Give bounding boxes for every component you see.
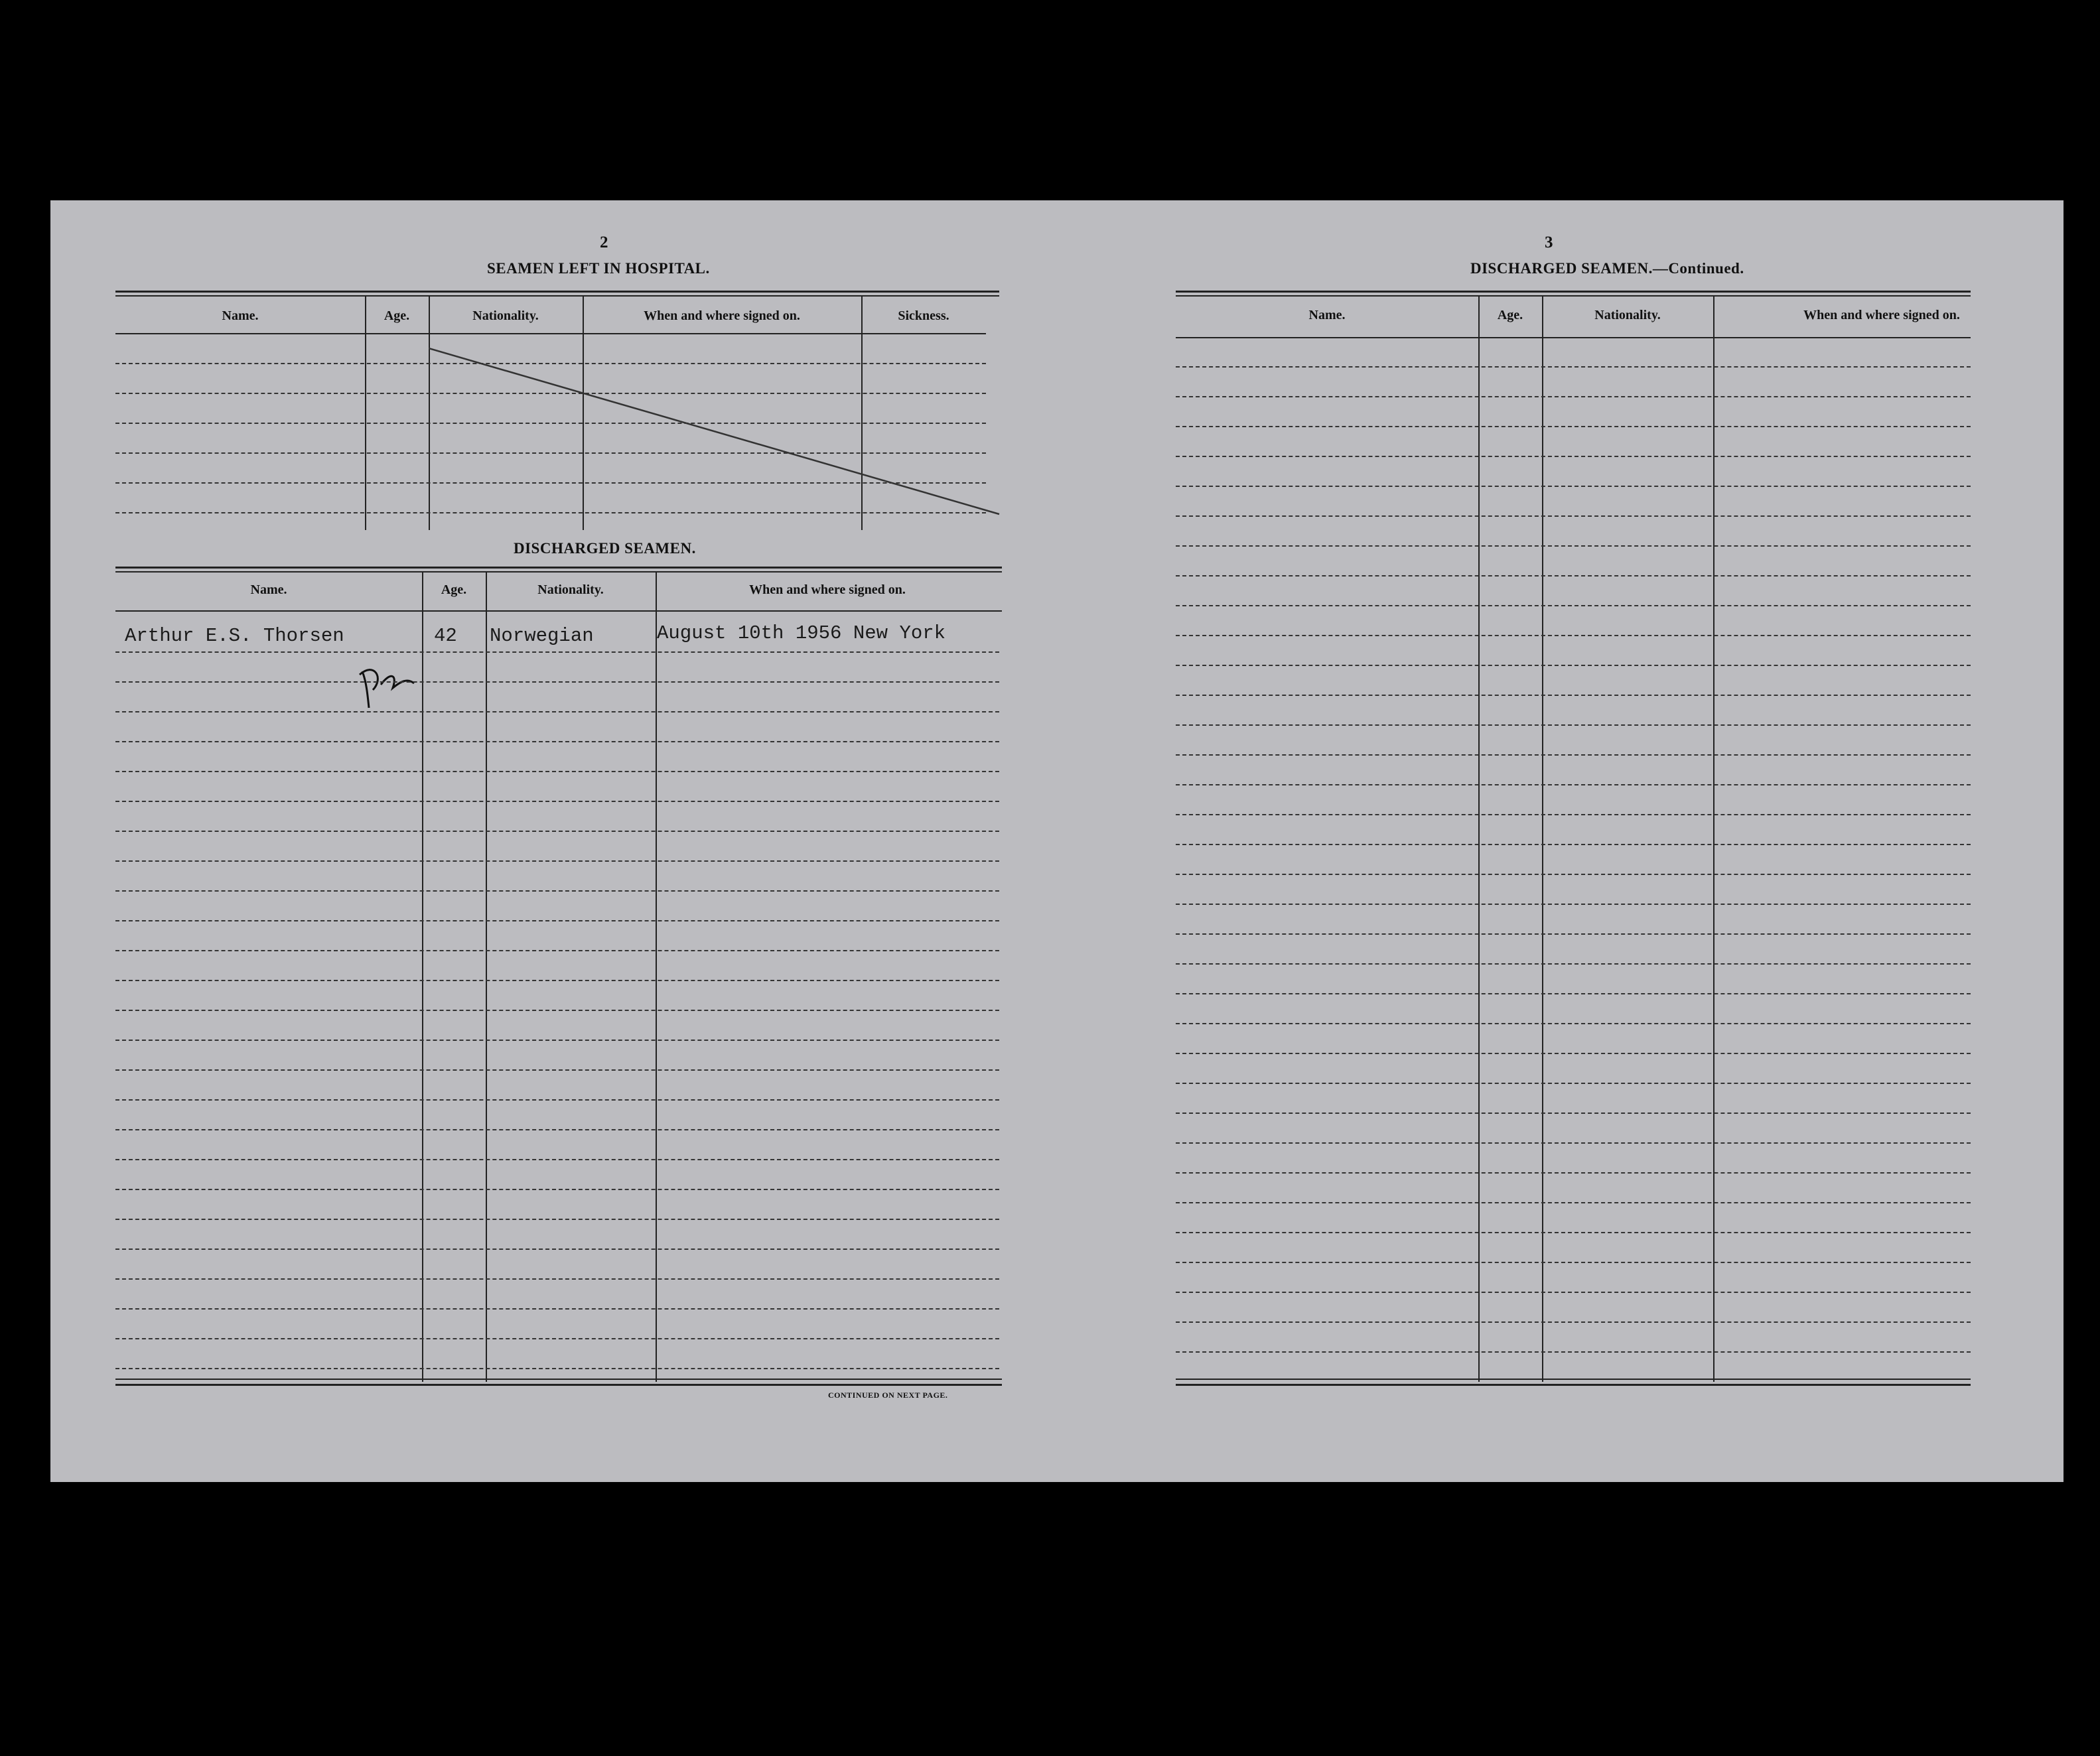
ruled-line <box>1176 1113 1971 1114</box>
ruled-line <box>1176 665 1971 666</box>
ruled-line <box>1176 844 1971 845</box>
column-header: When and where signed on. <box>644 308 800 323</box>
column-header: Nationality. <box>537 582 604 597</box>
ruled-line <box>115 711 999 712</box>
column-header: Nationality. <box>1594 308 1661 322</box>
column-divider <box>422 571 423 1382</box>
ruled-line <box>1176 1351 1971 1353</box>
column-header: Name. <box>1308 308 1346 322</box>
column-header: Age. <box>441 582 467 597</box>
strike-through-line <box>429 295 1013 521</box>
ruled-line <box>115 1099 999 1101</box>
ruled-line <box>1176 933 1971 935</box>
ruled-line <box>1176 456 1971 457</box>
ruled-line <box>1176 366 1971 368</box>
ruled-line <box>1176 904 1971 905</box>
table-rule <box>115 571 1002 573</box>
ruled-line <box>1176 1202 1971 1203</box>
ruled-line <box>1176 1023 1971 1024</box>
ruled-line <box>1176 993 1971 994</box>
ruled-line <box>1176 1053 1971 1054</box>
ruled-line <box>1176 784 1971 785</box>
discharged-continued-title: DISCHARGED SEAMEN.—Continued. <box>1470 260 1744 277</box>
page-number: 2 <box>600 234 608 251</box>
ruled-line <box>1176 635 1971 636</box>
ruled-line <box>1176 515 1971 517</box>
ruled-line <box>115 1338 999 1339</box>
ruled-line <box>115 860 999 862</box>
ruled-line <box>115 950 999 951</box>
ruled-line <box>115 1308 999 1310</box>
ruled-line <box>1176 1232 1971 1233</box>
ruled-line <box>1176 1321 1971 1323</box>
handwritten-initials <box>354 658 421 711</box>
discharged-section-title: DISCHARGED SEAMEN. <box>514 540 696 557</box>
table-rule <box>1176 291 1971 293</box>
ruled-line <box>115 1278 999 1280</box>
ruled-line <box>1176 605 1971 606</box>
document-sheet <box>50 200 2064 1482</box>
table-rule <box>115 610 1002 612</box>
ruled-line <box>115 1249 999 1250</box>
ruled-line <box>1176 396 1971 397</box>
ruled-line <box>115 980 999 981</box>
ruled-line <box>1176 1083 1971 1084</box>
ruled-line <box>115 1040 999 1041</box>
ruled-line <box>115 681 999 683</box>
column-header: Sickness. <box>898 308 949 323</box>
ruled-line <box>115 1069 999 1071</box>
ruled-line <box>115 831 999 832</box>
hospital-section-title: SEAMEN LEFT IN HOSPITAL. <box>487 260 710 277</box>
column-divider <box>656 571 657 1382</box>
ruled-line <box>115 1129 999 1130</box>
table-rule <box>115 1379 1002 1380</box>
column-header: When and where signed on. <box>1803 308 1960 322</box>
column-divider <box>1478 295 1480 1382</box>
ruled-line <box>1176 1292 1971 1293</box>
ruled-line <box>115 771 999 772</box>
ruled-line <box>115 1368 999 1369</box>
ruled-line <box>1176 874 1971 875</box>
continued-footer: CONTINUED ON NEXT PAGE. <box>828 1390 948 1400</box>
table-rule <box>1176 295 1971 297</box>
ruled-line <box>1176 575 1971 576</box>
column-divider <box>365 295 366 530</box>
column-divider <box>1713 295 1715 1382</box>
ruled-line <box>115 1010 999 1011</box>
table-rule <box>1176 1379 1971 1380</box>
ruled-line <box>1176 545 1971 547</box>
ruled-line <box>115 890 999 892</box>
ruled-line <box>1176 963 1971 965</box>
column-header: Name. <box>250 582 287 597</box>
ruled-line <box>115 1189 999 1190</box>
ruled-line <box>1176 486 1971 487</box>
seaman-age: 42 <box>434 625 457 647</box>
page-number: 3 <box>1545 234 1553 251</box>
table-rule <box>115 567 1002 569</box>
ruled-line <box>115 801 999 802</box>
ruled-line <box>1176 695 1971 696</box>
column-header: Nationality. <box>472 308 539 323</box>
ruled-line <box>115 651 999 653</box>
table-rule <box>115 291 999 293</box>
ruled-line <box>115 920 999 921</box>
table-rule <box>1176 1384 1971 1386</box>
seaman-signed-on: August 10th 1956 New York <box>657 622 946 644</box>
ruled-line <box>1176 1172 1971 1174</box>
ruled-line <box>1176 1262 1971 1263</box>
column-divider <box>1542 295 1543 1382</box>
ruled-line <box>1176 724 1971 726</box>
column-header: Age. <box>1497 308 1523 322</box>
ruled-line <box>1176 426 1971 427</box>
column-header: When and where signed on. <box>749 582 906 597</box>
ruled-line <box>115 1219 999 1220</box>
column-divider <box>486 571 487 1382</box>
table-rule <box>115 1384 1002 1386</box>
ruled-line <box>1176 814 1971 815</box>
column-header: Name. <box>222 308 259 323</box>
seaman-name: Arthur E.S. Thorsen <box>125 625 344 647</box>
column-header: Age. <box>384 308 410 323</box>
seaman-nationality: Norwegian <box>490 625 594 647</box>
ruled-line <box>1176 1142 1971 1144</box>
table-rule <box>1176 337 1971 338</box>
ruled-line <box>1176 754 1971 756</box>
ruled-line <box>115 741 999 742</box>
ruled-line <box>115 1159 999 1160</box>
